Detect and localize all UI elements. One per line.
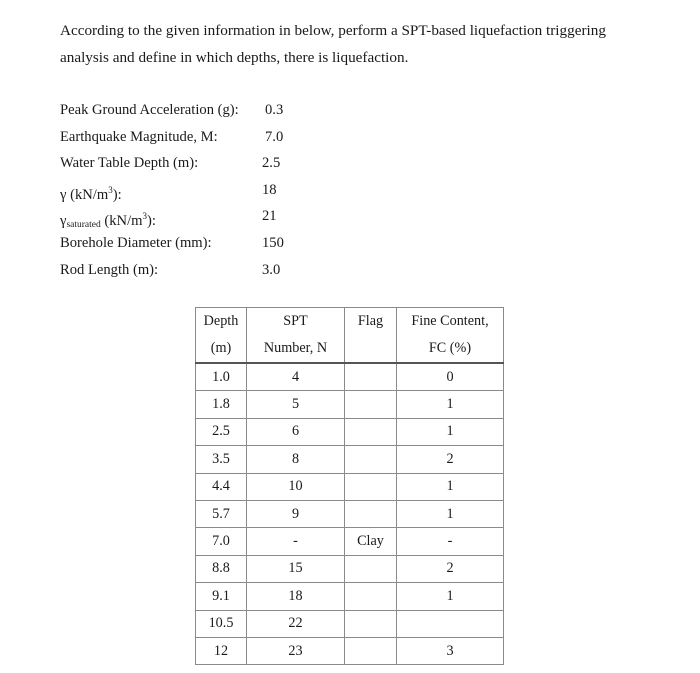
unit-text: (kN/m [66,186,109,203]
unit-superscript: 3 [142,211,148,222]
cell-spt: 4 [247,363,345,391]
table-header-row [196,308,504,364]
question-line-2: analysis and define in which depths, there is liquefaction. [60,49,409,66]
cell-flag: Clay [345,528,397,555]
param-label: Rod Length (m): [60,261,159,278]
cell-fc: 1 [397,583,504,610]
param-label: Peak Ground Acceleration (g): [60,102,239,118]
cell-spt: 23 [247,637,345,664]
param-value: 3.0 [262,261,281,278]
table-row [196,610,504,637]
table-row [196,637,504,664]
cell-fc: 1 [397,500,504,527]
cell-flag [345,446,397,473]
param-label: Borehole Diameter (mm): [60,234,212,251]
cell-spt: 10 [247,473,345,500]
table-row [196,446,504,473]
table-row [196,583,504,610]
question-line-1: According to the given information in below, perform a SPT-based liquefaction triggering [60,22,606,39]
cell-depth: 8.8 [196,555,247,582]
header-depth: Depth (m) [196,308,247,364]
cell-flag [345,473,397,500]
cell-fc: 3 [397,637,504,664]
table-row [196,555,504,582]
cell-depth: 2.5 [196,418,247,445]
cell-fc: - [397,528,504,555]
cell-spt: 15 [247,555,345,582]
cell-flag [345,583,397,610]
cell-depth: 1.0 [196,363,247,391]
param-label: Water Table Depth (m): [60,155,199,172]
cell-spt: 5 [247,391,345,418]
header-flag: Flag [345,308,397,364]
table-row [196,528,504,555]
cell-fc: 1 [397,473,504,500]
table-row [196,473,504,500]
cell-spt: - [247,528,345,555]
param-value: 0.3 [265,102,284,118]
gamma-symbol: γ [60,186,67,203]
cell-flag [345,637,397,664]
header-spt: SPT Number, N [247,308,345,364]
cell-flag [345,555,397,582]
cell-fc: 1 [397,418,504,445]
table-row [196,391,504,418]
unit-text: (kN/m [100,213,143,230]
cell-spt: 22 [247,610,345,637]
unit-text: ): [147,213,156,230]
cell-spt: 6 [247,418,345,445]
cell-flag [345,363,397,391]
cell-depth: 12 [196,637,247,664]
table-row [196,363,504,391]
table-row [196,418,504,445]
param-value: 2.5 [262,155,281,172]
cell-spt: 8 [247,446,345,473]
cell-fc: 1 [397,391,504,418]
spt-data-table [195,307,504,665]
cell-flag [345,418,397,445]
cell-fc: 0 [397,363,504,391]
cell-depth: 1.8 [196,391,247,418]
unit-superscript: 3 [108,184,113,195]
cell-depth: 7.0 [196,528,247,555]
cell-fc: 2 [397,555,504,582]
cell-flag [345,500,397,527]
cell-fc: 2 [397,446,504,473]
cell-depth: 5.7 [196,500,247,527]
table-row [196,500,504,527]
question-text [60,17,660,71]
cell-depth: 10.5 [196,610,247,637]
param-label: Earthquake Magnitude, M: [60,128,218,145]
cell-depth: 3.5 [196,446,247,473]
cell-spt: 9 [247,500,345,527]
cell-depth: 9.1 [196,583,247,610]
unit-text: ): [112,186,122,203]
param-value: 7.0 [265,128,284,145]
cell-fc [397,610,504,637]
param-value: 150 [262,234,284,251]
cell-depth: 4.4 [196,473,247,500]
param-value: 21 [262,208,277,225]
saturated-subscript: saturated [66,220,101,231]
cell-flag [345,391,397,418]
header-fine-content: Fine Content, FC (%) [397,308,504,364]
gamma-symbol: γ [60,213,67,230]
param-value: 18 [262,181,277,198]
cell-spt: 18 [247,583,345,610]
cell-flag [345,610,397,637]
